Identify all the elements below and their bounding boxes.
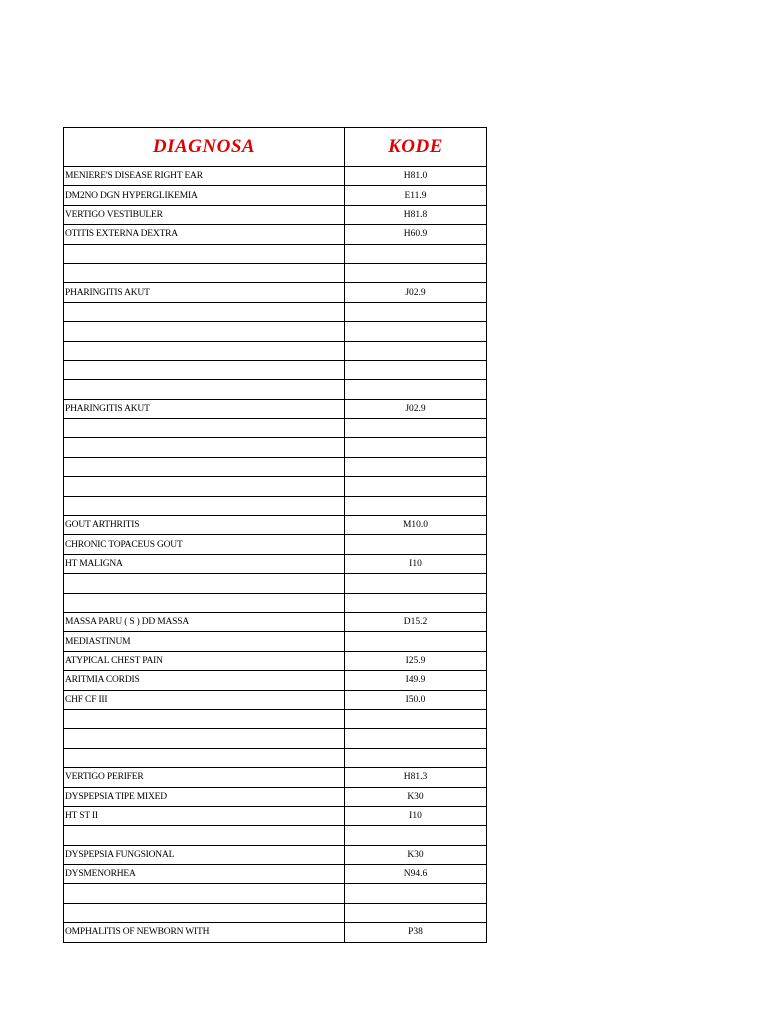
diagnosa-cell: ATYPICAL CHEST PAIN: [64, 651, 345, 670]
table-row: [64, 768, 487, 787]
table-row: [64, 477, 487, 496]
diagnosa-cell: [64, 380, 345, 399]
table-row: [64, 380, 487, 399]
table-row: [64, 671, 487, 690]
table-row: [64, 593, 487, 612]
diagnosa-cell: [64, 302, 345, 321]
kode-cell: P38: [345, 923, 487, 942]
kode-cell: [345, 535, 487, 554]
table-row: [64, 496, 487, 515]
table-row: [64, 341, 487, 360]
kode-cell: I49.9: [345, 671, 487, 690]
diagnosa-cell: MASSA PARU ( S ) DD MASSA: [64, 612, 345, 631]
diagnosa-cell: MEDIASTINUM: [64, 632, 345, 651]
kode-cell: N94.6: [345, 865, 487, 884]
kode-cell: I10: [345, 806, 487, 825]
kode-cell: [345, 457, 487, 476]
diagnosa-cell: OTITIS EXTERNA DEXTRA: [64, 225, 345, 244]
kode-cell: [345, 709, 487, 728]
kode-cell: [345, 419, 487, 438]
diagnosa-cell: CHRONIC TOPACEUS GOUT: [64, 535, 345, 554]
diagnosa-cell: MENIERE'S DISEASE RIGHT EAR: [64, 167, 345, 186]
diagnosa-cell: HT MALIGNA: [64, 554, 345, 573]
diagnosa-cell: [64, 574, 345, 593]
diagnosa-cell: GOUT ARTHRITIS: [64, 516, 345, 535]
table-row: [64, 225, 487, 244]
kode-cell: K30: [345, 787, 487, 806]
table-row: [64, 690, 487, 709]
diagnosa-cell: [64, 593, 345, 612]
diagnosa-cell: ARITMIA CORDIS: [64, 671, 345, 690]
diagnosa-cell: DYSMENORHEA: [64, 865, 345, 884]
kode-header: KODE: [345, 128, 487, 167]
kode-cell: M10.0: [345, 516, 487, 535]
table-row: [64, 903, 487, 922]
kode-cell: [345, 884, 487, 903]
diagnosa-cell: [64, 826, 345, 845]
kode-cell: H81.8: [345, 205, 487, 224]
kode-cell: [345, 632, 487, 651]
table-row: [64, 865, 487, 884]
diagnosa-cell: [64, 322, 345, 341]
diagnosa-cell: [64, 244, 345, 263]
table-row: [64, 826, 487, 845]
diagnosa-cell: [64, 709, 345, 728]
kode-cell: [345, 903, 487, 922]
kode-cell: [345, 263, 487, 282]
table-row: [64, 651, 487, 670]
diagnosa-cell: DYSPEPSIA TIPE MIXED: [64, 787, 345, 806]
diagnosa-cell: [64, 438, 345, 457]
kode-cell: [345, 244, 487, 263]
kode-cell: [345, 477, 487, 496]
diagnosa-cell: [64, 903, 345, 922]
table-row: [64, 302, 487, 321]
table-row: [64, 244, 487, 263]
diagnosa-cell: VERTIGO VESTIBULER: [64, 205, 345, 224]
table-body: [64, 167, 487, 943]
table-row: [64, 360, 487, 379]
table-row: [64, 399, 487, 418]
table-row: [64, 186, 487, 205]
kode-cell: [345, 593, 487, 612]
diagnosa-cell: DYSPEPSIA FUNGSIONAL: [64, 845, 345, 864]
kode-cell: [345, 748, 487, 767]
kode-cell: J02.9: [345, 283, 487, 302]
kode-cell: [345, 380, 487, 399]
kode-cell: H81.0: [345, 167, 487, 186]
diagnosa-cell: DM2NO DGN HYPERGLIKEMIA: [64, 186, 345, 205]
table-row: [64, 884, 487, 903]
kode-cell: E11.9: [345, 186, 487, 205]
table-row: [64, 167, 487, 186]
diagnosa-cell: [64, 263, 345, 282]
kode-cell: H60.9: [345, 225, 487, 244]
table-row: [64, 535, 487, 554]
diagnosa-cell: [64, 729, 345, 748]
diagnosa-cell: [64, 477, 345, 496]
diagnosa-cell: PHARINGITIS AKUT: [64, 283, 345, 302]
table-row: [64, 574, 487, 593]
diagnosa-cell: [64, 341, 345, 360]
table-row: [64, 205, 487, 224]
header-row: [64, 128, 487, 167]
table-row: [64, 729, 487, 748]
table-row: [64, 632, 487, 651]
diagnosa-cell: CHF CF III: [64, 690, 345, 709]
diagnosis-code-sheet: [63, 127, 486, 943]
table-row: [64, 709, 487, 728]
kode-cell: D15.2: [345, 612, 487, 631]
diagnosa-header: DIAGNOSA: [64, 128, 345, 167]
diagnosa-cell: [64, 457, 345, 476]
diagnosa-cell: [64, 748, 345, 767]
diagnosa-cell: [64, 496, 345, 515]
kode-cell: K30: [345, 845, 487, 864]
kode-cell: [345, 574, 487, 593]
kode-cell: J02.9: [345, 399, 487, 418]
kode-cell: [345, 729, 487, 748]
diagnosa-cell: PHARINGITIS AKUT: [64, 399, 345, 418]
diagnosis-table: [63, 127, 487, 943]
diagnosa-cell: [64, 884, 345, 903]
table-row: [64, 263, 487, 282]
kode-cell: H81.3: [345, 768, 487, 787]
table-row: [64, 787, 487, 806]
kode-cell: [345, 360, 487, 379]
kode-cell: I50.0: [345, 690, 487, 709]
kode-cell: [345, 322, 487, 341]
kode-cell: [345, 438, 487, 457]
diagnosa-cell: [64, 419, 345, 438]
kode-cell: I10: [345, 554, 487, 573]
kode-cell: [345, 302, 487, 321]
table-row: [64, 845, 487, 864]
diagnosa-cell: VERTIGO PERIFER: [64, 768, 345, 787]
table-row: [64, 748, 487, 767]
table-row: [64, 438, 487, 457]
table-row: [64, 612, 487, 631]
table-row: [64, 322, 487, 341]
table-row: [64, 419, 487, 438]
table-row: [64, 516, 487, 535]
diagnosa-cell: OMPHALITIS OF NEWBORN WITH: [64, 923, 345, 942]
diagnosa-cell: [64, 360, 345, 379]
kode-cell: [345, 341, 487, 360]
table-row: [64, 554, 487, 573]
kode-cell: [345, 826, 487, 845]
kode-cell: I25.9: [345, 651, 487, 670]
table-row: [64, 806, 487, 825]
kode-cell: [345, 496, 487, 515]
table-row: [64, 923, 487, 942]
table-row: [64, 283, 487, 302]
table-row: [64, 457, 487, 476]
diagnosa-cell: HT ST II: [64, 806, 345, 825]
